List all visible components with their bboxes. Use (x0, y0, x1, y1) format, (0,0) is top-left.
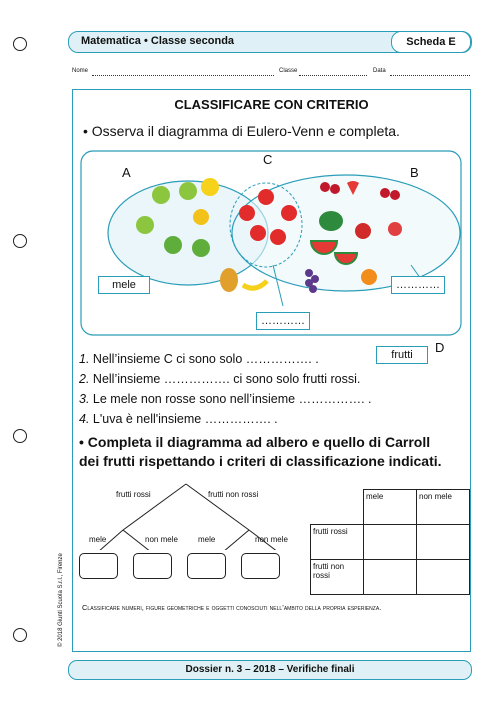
carroll-cell[interactable] (364, 560, 417, 595)
subject-label: Matematica • Classe seconda (81, 35, 235, 47)
binder-hole (13, 628, 27, 642)
footer-bar: Dossier n. 3 – 2018 – Verifiche finali (68, 660, 472, 680)
binder-hole (13, 37, 27, 51)
name-field[interactable] (92, 75, 274, 76)
set-c-label: C (263, 152, 273, 167)
carroll-cell[interactable] (364, 525, 417, 560)
tree-left-branch: frutti rossi (116, 490, 151, 499)
set-a-name-box[interactable]: mele (98, 276, 150, 294)
question-4: 4. L'uva è nell'insieme ……………. . (79, 412, 278, 426)
set-b-name-box[interactable]: ………… (391, 276, 445, 294)
carroll-cell[interactable] (417, 525, 470, 560)
set-b-label: B (410, 165, 419, 180)
date-field[interactable] (390, 75, 470, 76)
carroll-row-header: frutti non rossi (311, 560, 364, 595)
page-title: CLASSIFICARE CON CRITERIO (174, 97, 369, 112)
set-a-label: A (122, 165, 131, 180)
instruction-tree-line1: • Completa il diagramma ad albero e quello di Carroll (79, 434, 431, 450)
set-d-name-box[interactable]: frutti (376, 346, 428, 364)
binder-hole (13, 234, 27, 248)
sheet-label: Scheda E (391, 31, 471, 53)
tree-leaf-label: non mele (145, 535, 178, 544)
instruction-tree-line2: dei frutti rispettando i criteri di classificazione indicati. (79, 453, 442, 469)
header-bar (68, 31, 472, 53)
question-1: 1. Nell’insieme C ci sono solo ……………. . (79, 352, 319, 366)
carroll-row-header: frutti rossi (311, 525, 364, 560)
carroll-corner (311, 490, 364, 525)
tree-answer-box[interactable] (79, 553, 118, 579)
tree-leaf-label: non mele (255, 535, 288, 544)
learning-objective-note: Classificare numeri, figure geometriche e oggetti conosciuti nell’ambito della propria esperienza. (82, 603, 382, 612)
question-3: 3. Le mele non rosse sono nell’insieme ……………. . (79, 392, 372, 406)
copyright-text: © 2018 Giunti Scuola S.r.l., Firenze (58, 553, 64, 647)
tree-leaf-label: mele (89, 535, 107, 544)
set-c-name-box[interactable]: ………… (256, 312, 310, 330)
tree-answer-box[interactable] (133, 553, 172, 579)
class-field[interactable] (299, 75, 367, 76)
binder-hole (13, 429, 27, 443)
date-label: Data (373, 68, 386, 74)
carroll-cell[interactable] (417, 560, 470, 595)
class-label: Classe (279, 68, 298, 74)
carroll-diagram (310, 489, 470, 595)
carroll-col-header: mele (364, 490, 417, 525)
instruction-venn: • Osserva il diagramma di Eulero-Venn e completa. (83, 123, 400, 139)
tree-answer-box[interactable] (187, 553, 226, 579)
carroll-col-header: non mele (417, 490, 470, 525)
tree-answer-box[interactable] (241, 553, 280, 579)
tree-right-branch: frutti non rossi (208, 490, 259, 499)
set-d-label: D (435, 340, 445, 355)
name-label: Nome (72, 68, 89, 74)
tree-leaf-label: mele (198, 535, 216, 544)
question-2: 2. Nell’insieme ……………. ci sono solo frutti rossi. (79, 372, 361, 386)
